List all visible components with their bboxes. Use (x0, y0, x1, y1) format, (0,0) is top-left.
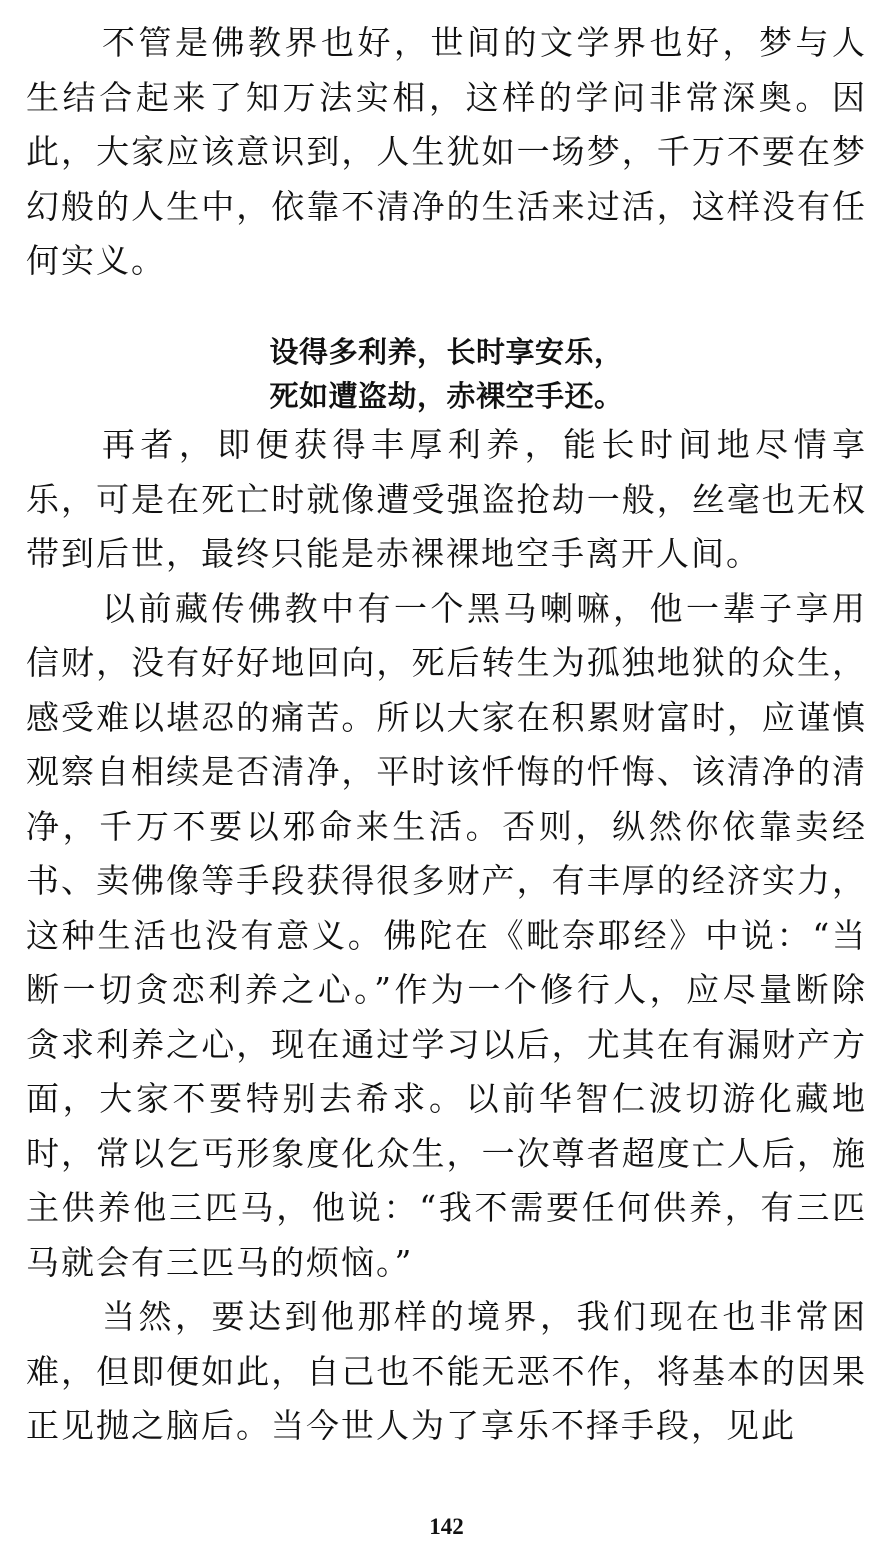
paragraph: 当然，要达到他那样的境界，我们现在也非常困难，但即便如此，自己也不能无恶不作，将基本的因果正见抛之脑后。当今世人为了享乐不择手段，见此 (26, 1297, 867, 1445)
paragraph: 再者，即便获得丰厚利养，能长时间地尽情享乐，可是在死亡时就像遭受强盗抢劫一般，丝毫也无权带到后世，最终只能是赤裸裸地空手离开人间。 (26, 425, 867, 573)
paragraph: 以前藏传佛教中有一个黑马喇嘛，他一辈子享用信财，没有好好地回向，死后转生为孤独地狱的众生，感受难以堪忍的痛苦。所以大家在积累财富时，应谨慎观察自相续是否清净，平时该忏悔的忏悔、该清净的清净，千万不要以邪命来生活。否则，纵然你依靠卖经书、卖佛像等手段获得很多财产，有丰厚的经济实力，这种生活也没有意义。佛陀在《毗奈耶经》中说：“当断一切贪恋利养之心。”作为一个修行人，应尽量断除贪求利养之心，现在通过学习以后，尤其在有漏财产方面，大家不要特别去希求。以前华智仁波切游化藏地时，常以乞丐形象度化众生，一次尊者超度亡人后，施主供养他三匹马，他说：“我不需要任何供养，有三匹马就会有三匹马的烦恼。” (26, 588, 867, 1282)
text-block-bottom (26, 418, 867, 1454)
page-number: 142 (429, 1514, 464, 1539)
verse-stanza (0, 330, 893, 418)
verse-line: 设得多利养，长时享安乐， (269, 335, 624, 369)
paragraph: 不管是佛教界也好，世间的文学界也好，梦与人生结合起来了知万法实相，这样的学问非常深奥。因此，大家应该意识到，人生犹如一场梦，千万不要在梦幻般的人生中，依靠不清净的生活来过活，这样没有任何实义。 (26, 23, 867, 280)
verse-line: 死如遭盗劫，赤裸空手还。 (269, 379, 624, 413)
text-block-top (26, 16, 867, 289)
